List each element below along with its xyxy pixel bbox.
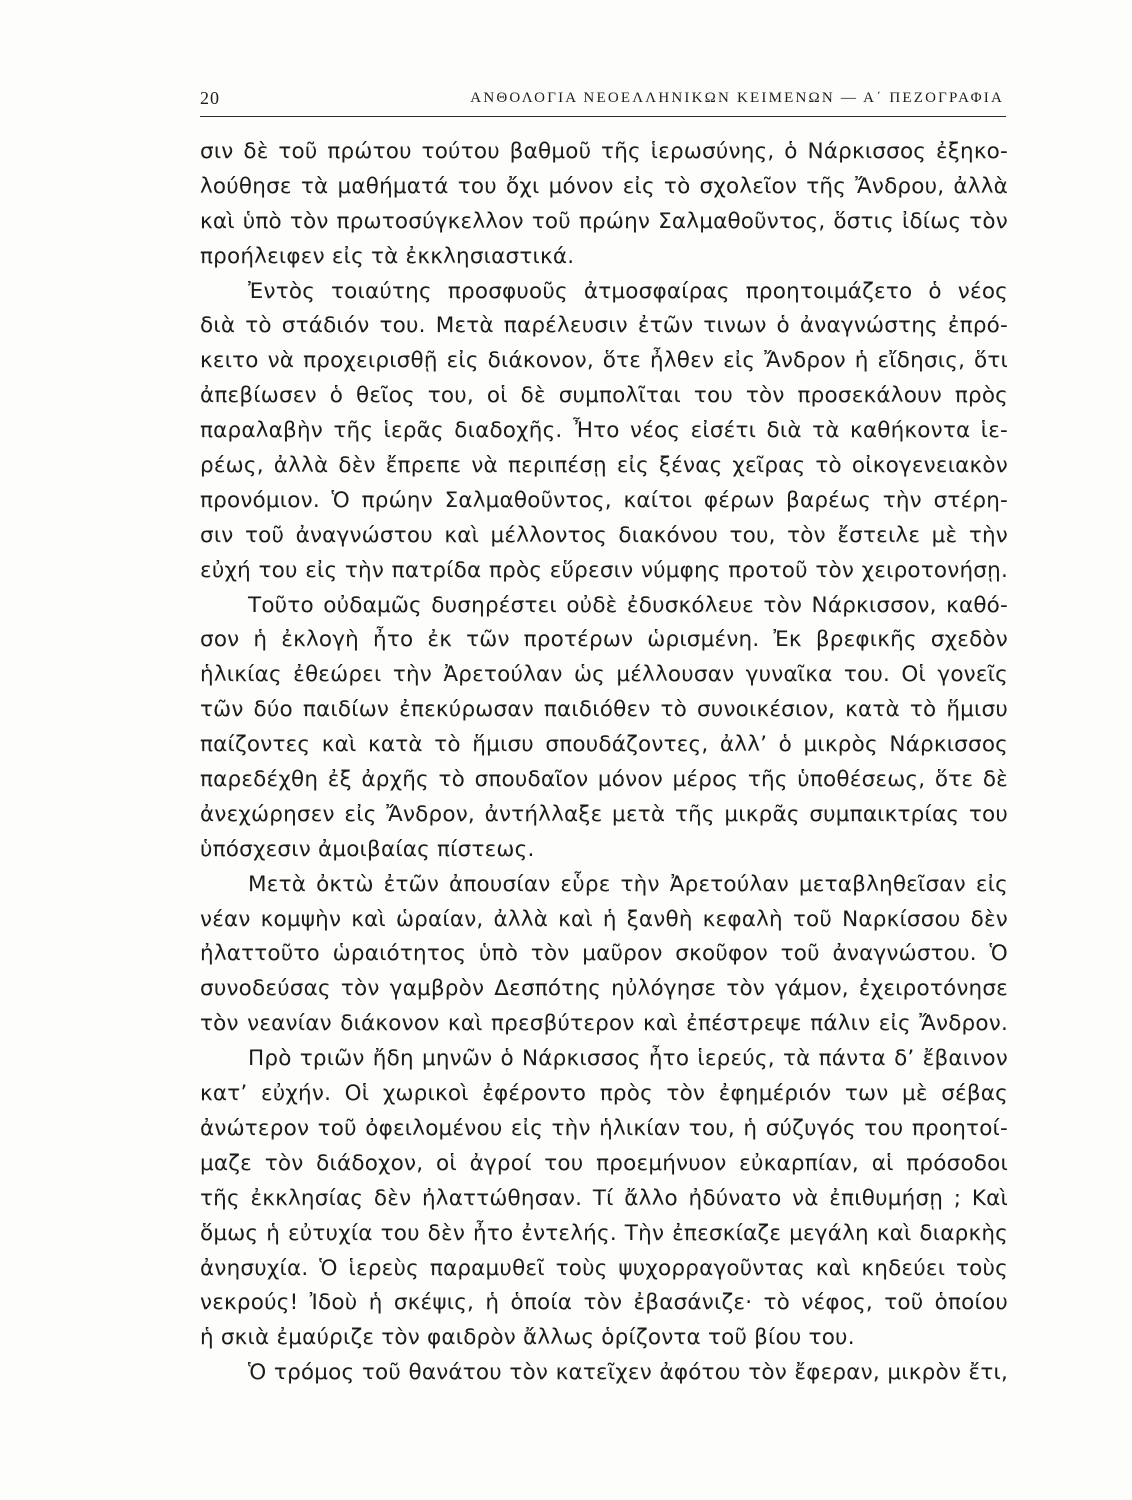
text-line: λούθησε τὰ μαθήματά του ὄχι μόνον εἰς τὸ σχολεῖον τῆς Ἄνδρου, ἀλλὰ: [200, 173, 1008, 199]
text-line: ὑπόσχεσιν ἀμοιβαίας πίστεως.: [200, 836, 535, 862]
text-line: παρεδέχθη ἐξ ἀρχῆς τὸ σπουδαῖον μόνον μέρος τῆς ὑποθέσεως, ὅτε δὲ: [200, 767, 1008, 793]
text-line: τῶν δύο παιδίων ἐπεκύρωσαν παιδιόθεν τὸ συνοικέσιον, κατὰ τὸ ἥμισυ: [200, 697, 1008, 723]
text-line: ἀπεβίωσεν ὁ θεῖος του, οἱ δὲ συμπολῖται του τὸν προσεκάλουν πρὸς: [200, 383, 1008, 409]
text-line: προήλειφεν εἰς τὰ ἐκκλησιαστικά.: [200, 243, 575, 269]
body-text: [200, 135, 1008, 1391]
text-line: νεκρούς! Ἰδοὺ ἡ σκέψις, ἡ ὁποία τὸν ἐβασάνιζε· τὸ νέφος, τοῦ ὁποίου: [200, 1290, 1008, 1316]
text-line: ἀνώτερον τοῦ ὀφειλομένου εἰς τὴν ἡλικίαν του, ἡ σύζυγός του προητοί-: [200, 1115, 1008, 1141]
text-line: Ἐντὸς τοιαύτης προσφυοῦς ἀτμοσφαίρας προητοιμάζετο ὁ νέος: [248, 278, 1008, 304]
running-header: [200, 86, 1006, 117]
text-line: ἡ σκιὰ ἐμαύριζε τὸν φαιδρὸν ἄλλως ὁρίζοντα τοῦ βίου του.: [200, 1325, 855, 1351]
text-line: σιν δὲ τοῦ πρώτου τούτου βαθμοῦ τῆς ἱερωσύνης, ὁ Νάρκισσος ἐξηκο-: [200, 139, 1008, 164]
text-line: τὸν νεανίαν διάκονον καὶ πρεσβύτερον καὶ ἐπέστρεψε πάλιν εἰς Ἄνδρον.: [200, 1011, 1008, 1037]
text-line: ἀνεχώρησεν εἰς Ἄνδρον, ἀντήλλαξε μετὰ τῆς μικρᾶς συμπαικτρίας του: [200, 801, 1008, 827]
text-line: Μετὰ ὀκτὼ ἐτῶν ἀπουσίαν εὗρε τὴν Ἀρετούλαν μεταβληθεῖσαν εἰς: [248, 871, 1008, 897]
text-line: μαζε τὸν διάδοχον, οἱ ἀγροί του προεμήνυον εὐκαρπίαν, αἱ πρόσοδοι: [200, 1150, 1008, 1176]
text-line: προνόμιον. Ὁ πρώην Σαλμαθοῦντος, καίτοι φέρων βαρέως τὴν στέρη-: [200, 487, 1008, 513]
text-line: ἡλικίας ἐθεώρει τὴν Ἀρετούλαν ὡς μέλλουσαν γυναῖκα του. Οἱ γονεῖς: [200, 662, 1008, 688]
text-line: ἠλαττοῦτο ὡραιότητος ὑπὸ τὸν μαῦρον σκοῦφον τοῦ ἀναγνώστου. Ὁ: [200, 941, 1008, 967]
text-line: ἀνησυχία. Ὁ ἱερεὺς παραμυθεῖ τοὺς ψυχορραγοῦντας καὶ κηδεύει τοὺς: [200, 1255, 1008, 1281]
text-line: κειτο νὰ προχειρισθῇ εἰς διάκονον, ὅτε ἦλθεν εἰς Ἄνδρον ἡ εἴδησις, ὅτι: [200, 348, 1008, 374]
text-line: διὰ τὸ στάδιόν του. Μετὰ παρέλευσιν ἐτῶν τινων ὁ ἀναγνώστης ἐπρό-: [200, 313, 1008, 339]
running-title: ΑΝΘΟΛΟΓΙΑ ΝΕΟΕΛΛΗΝΙΚΩΝ ΚΕΙΜΕΝΩΝ — Α΄ ΠΕΖΟΓΡΑΦΙΑ: [470, 90, 1004, 106]
text-line: σιν τοῦ ἀναγνώστου καὶ μέλλοντος διακόνου του, τὸν ἔστειλε μὲ τὴν: [200, 522, 1008, 548]
text-line: εὐχή του εἰς τὴν πατρίδα πρὸς εὕρεσιν νύμφης προτοῦ τὸν χειροτονήσῃ.: [200, 557, 1008, 583]
text-line: κατ’ εὐχήν. Οἱ χωρικοὶ ἐφέροντο πρὸς τὸν ἐφημέριόν των μὲ σέβας: [200, 1081, 1008, 1107]
text-line: Ὁ τρόμος τοῦ θανάτου τὸν κατεῖχεν ἀφότου τὸν ἔφεραν, μικρὸν ἔτι,: [248, 1360, 1008, 1386]
text-line: παραλαβὴν τῆς ἱερᾶς διαδοχῆς. Ἦτο νέος εἰσέτι διὰ τὰ καθήκοντα ἱε-: [200, 418, 1008, 444]
text-line: Τοῦτο οὐδαμῶς δυσηρέστει οὐδὲ ἐδυσκόλευε τὸν Νάρκισσον, καθό-: [248, 592, 1008, 618]
text-line: σον ἡ ἐκλογὴ ἦτο ἐκ τῶν προτέρων ὡρισμένη. Ἐκ βρεφικῆς σχεδὸν: [200, 627, 1008, 653]
text-line: καὶ ὑπὸ τὸν πρωτοσύγκελλον τοῦ πρώην Σαλμαθοῦντος, ὅστις ἰδίως τὸν: [200, 208, 1008, 234]
text-line: παίζοντες καὶ κατὰ τὸ ἥμισυ σπουδάζοντες, ἀλλ’ ὁ μικρὸς Νάρκισσος: [200, 732, 1008, 758]
page-number: 20: [200, 88, 220, 108]
text-line: τῆς ἐκκλησίας δὲν ἠλαττώθησαν. Τί ἄλλο ἠδύνατο νὰ ἐπιθυμήσῃ ; Καὶ: [200, 1185, 1008, 1211]
text-line: νέαν κομψὴν καὶ ὡραίαν, ἀλλὰ καὶ ἡ ξανθὴ κεφαλὴ τοῦ Ναρκίσσου δὲν: [200, 906, 1008, 932]
text-line: συνοδεύσας τὸν γαμβρὸν Δεσπότης ηὐλόγησε τὸν γάμον, ἐχειροτόνησε: [200, 976, 1008, 1002]
text-line: ὅμως ἡ εὐτυχία του δὲν ἦτο ἐντελής. Τὴν ἐπεσκίαζε μεγάλη καὶ διαρκὴς: [200, 1220, 1008, 1246]
text-line: ρέως, ἀλλὰ δὲν ἔπρεπε νὰ περιπέσῃ εἰς ξένας χεῖρας τὸ οἰκογενειακὸν: [200, 453, 1008, 479]
text-line: Πρὸ τριῶν ἤδη μηνῶν ὁ Νάρκισσος ἦτο ἱερεύς, τὰ πάντα δ’ ἔβαινον: [248, 1046, 1008, 1072]
